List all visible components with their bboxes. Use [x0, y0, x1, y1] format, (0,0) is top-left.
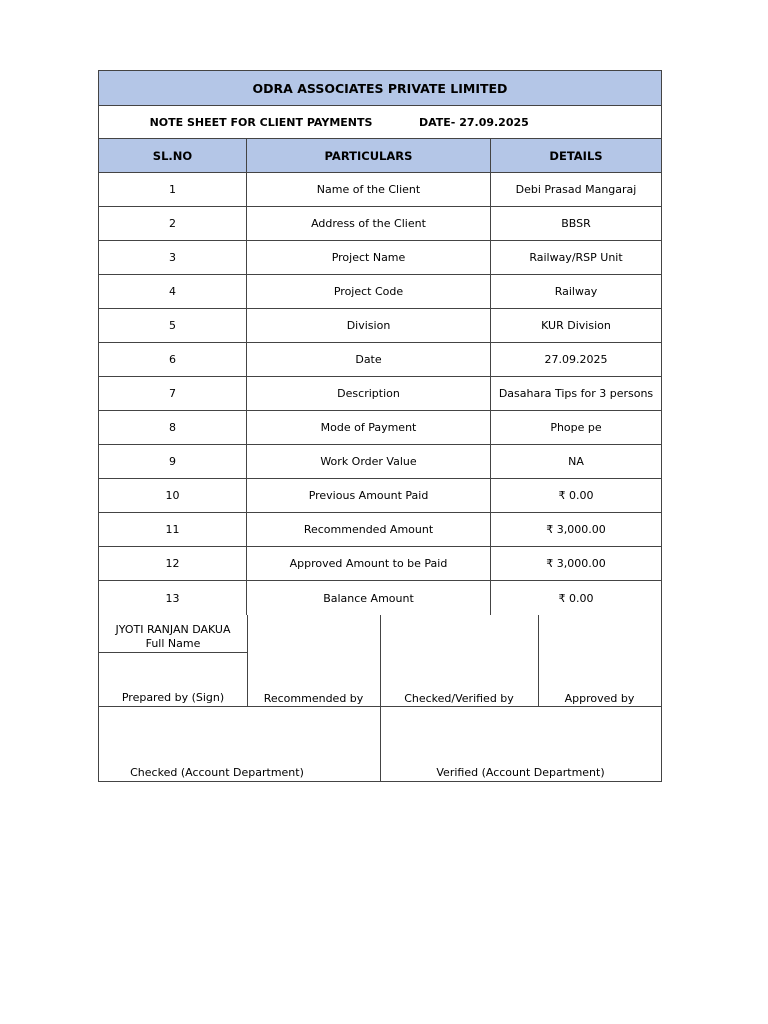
slno-cell: 2	[99, 207, 247, 240]
detail-cell: Debi Prasad Mangaraj	[515, 183, 637, 196]
detail-cell: Railway	[554, 285, 598, 298]
column-header-details: DETAILS	[549, 148, 603, 163]
detail-cell: Railway/RSP Unit	[529, 251, 623, 264]
detail-cell: ₹ 0.00	[558, 489, 594, 502]
particular-cell: Division	[247, 309, 491, 342]
particular-cell: Project Code	[247, 275, 491, 308]
subtitle-row	[99, 106, 661, 139]
detail-cell: 27.09.2025	[544, 353, 608, 366]
verified-account-label: Verified (Account Department)	[436, 766, 605, 779]
sheet-date: DATE- 27.09.2025	[419, 115, 529, 129]
detail-cell: ₹ 3,000.00	[546, 557, 606, 570]
company-title: ODRA ASSOCIATES PRIVATE LIMITED	[252, 80, 508, 96]
slno-cell: 9	[99, 445, 247, 478]
detail-cell: Dasahara Tips for 3 persons	[498, 387, 654, 400]
particular-cell: Work Order Value	[247, 445, 491, 478]
table-row	[99, 513, 661, 547]
slno-cell: 10	[99, 479, 247, 512]
table-row	[99, 377, 661, 411]
detail-cell: KUR Division	[541, 319, 611, 332]
slno-cell: 4	[99, 275, 247, 308]
table-row	[99, 411, 661, 445]
detail-cell: NA	[568, 455, 584, 468]
account-signature-block	[99, 707, 661, 781]
sheet-subtitle: NOTE SHEET FOR CLIENT PAYMENTS	[149, 115, 373, 129]
particular-cell: Balance Amount	[247, 581, 491, 615]
checked-verified-label: Checked/Verified by	[404, 692, 514, 705]
recommended-by-label: Recommended by	[263, 692, 364, 705]
table-body	[99, 173, 661, 615]
preparer-name-box	[99, 615, 247, 653]
particular-cell: Mode of Payment	[247, 411, 491, 444]
slno-cell: 1	[99, 173, 247, 206]
table-row	[99, 241, 661, 275]
table-row	[99, 479, 661, 513]
table-row	[99, 275, 661, 309]
particular-cell: Approved Amount to be Paid	[247, 547, 491, 580]
table-row	[99, 309, 661, 343]
particular-cell: Project Name	[247, 241, 491, 274]
particular-cell: Name of the Client	[247, 173, 491, 206]
prepared-by-label: Prepared by (Sign)	[121, 691, 225, 704]
title-row	[99, 71, 661, 106]
detail-cell: ₹ 0.00	[558, 591, 594, 605]
slno-cell: 6	[99, 343, 247, 376]
slno-cell: 13	[99, 581, 247, 615]
detail-cell: BBSR	[561, 217, 591, 230]
particular-cell: Previous Amount Paid	[247, 479, 491, 512]
slno-cell: 8	[99, 411, 247, 444]
table-row	[99, 207, 661, 241]
slno-cell: 5	[99, 309, 247, 342]
table-row	[99, 581, 661, 615]
full-name-label: Full Name	[145, 637, 201, 650]
column-header-particulars: PARTICULARS	[247, 139, 491, 172]
table-row	[99, 445, 661, 479]
particular-cell: Description	[247, 377, 491, 410]
checked-account-label: Checked (Account Department)	[130, 766, 304, 779]
column-header-slno: SL.NO	[99, 139, 247, 172]
table-row	[99, 173, 661, 207]
preparer-name: JYOTI RANJAN DAKUA	[115, 623, 231, 636]
table-row	[99, 343, 661, 377]
slno-cell: 3	[99, 241, 247, 274]
particular-cell: Recommended Amount	[247, 513, 491, 546]
detail-cell: ₹ 3,000.00	[546, 523, 606, 536]
table-header	[99, 139, 661, 173]
slno-cell: 11	[99, 513, 247, 546]
detail-cell: Phope pe	[550, 421, 602, 434]
particular-cell: Date	[247, 343, 491, 376]
slno-cell: 7	[99, 377, 247, 410]
particular-cell: Address of the Client	[247, 207, 491, 240]
table-row	[99, 547, 661, 581]
slno-cell: 12	[99, 547, 247, 580]
signature-block	[99, 615, 661, 707]
approved-by-label: Approved by	[564, 692, 635, 705]
note-sheet	[98, 70, 662, 782]
